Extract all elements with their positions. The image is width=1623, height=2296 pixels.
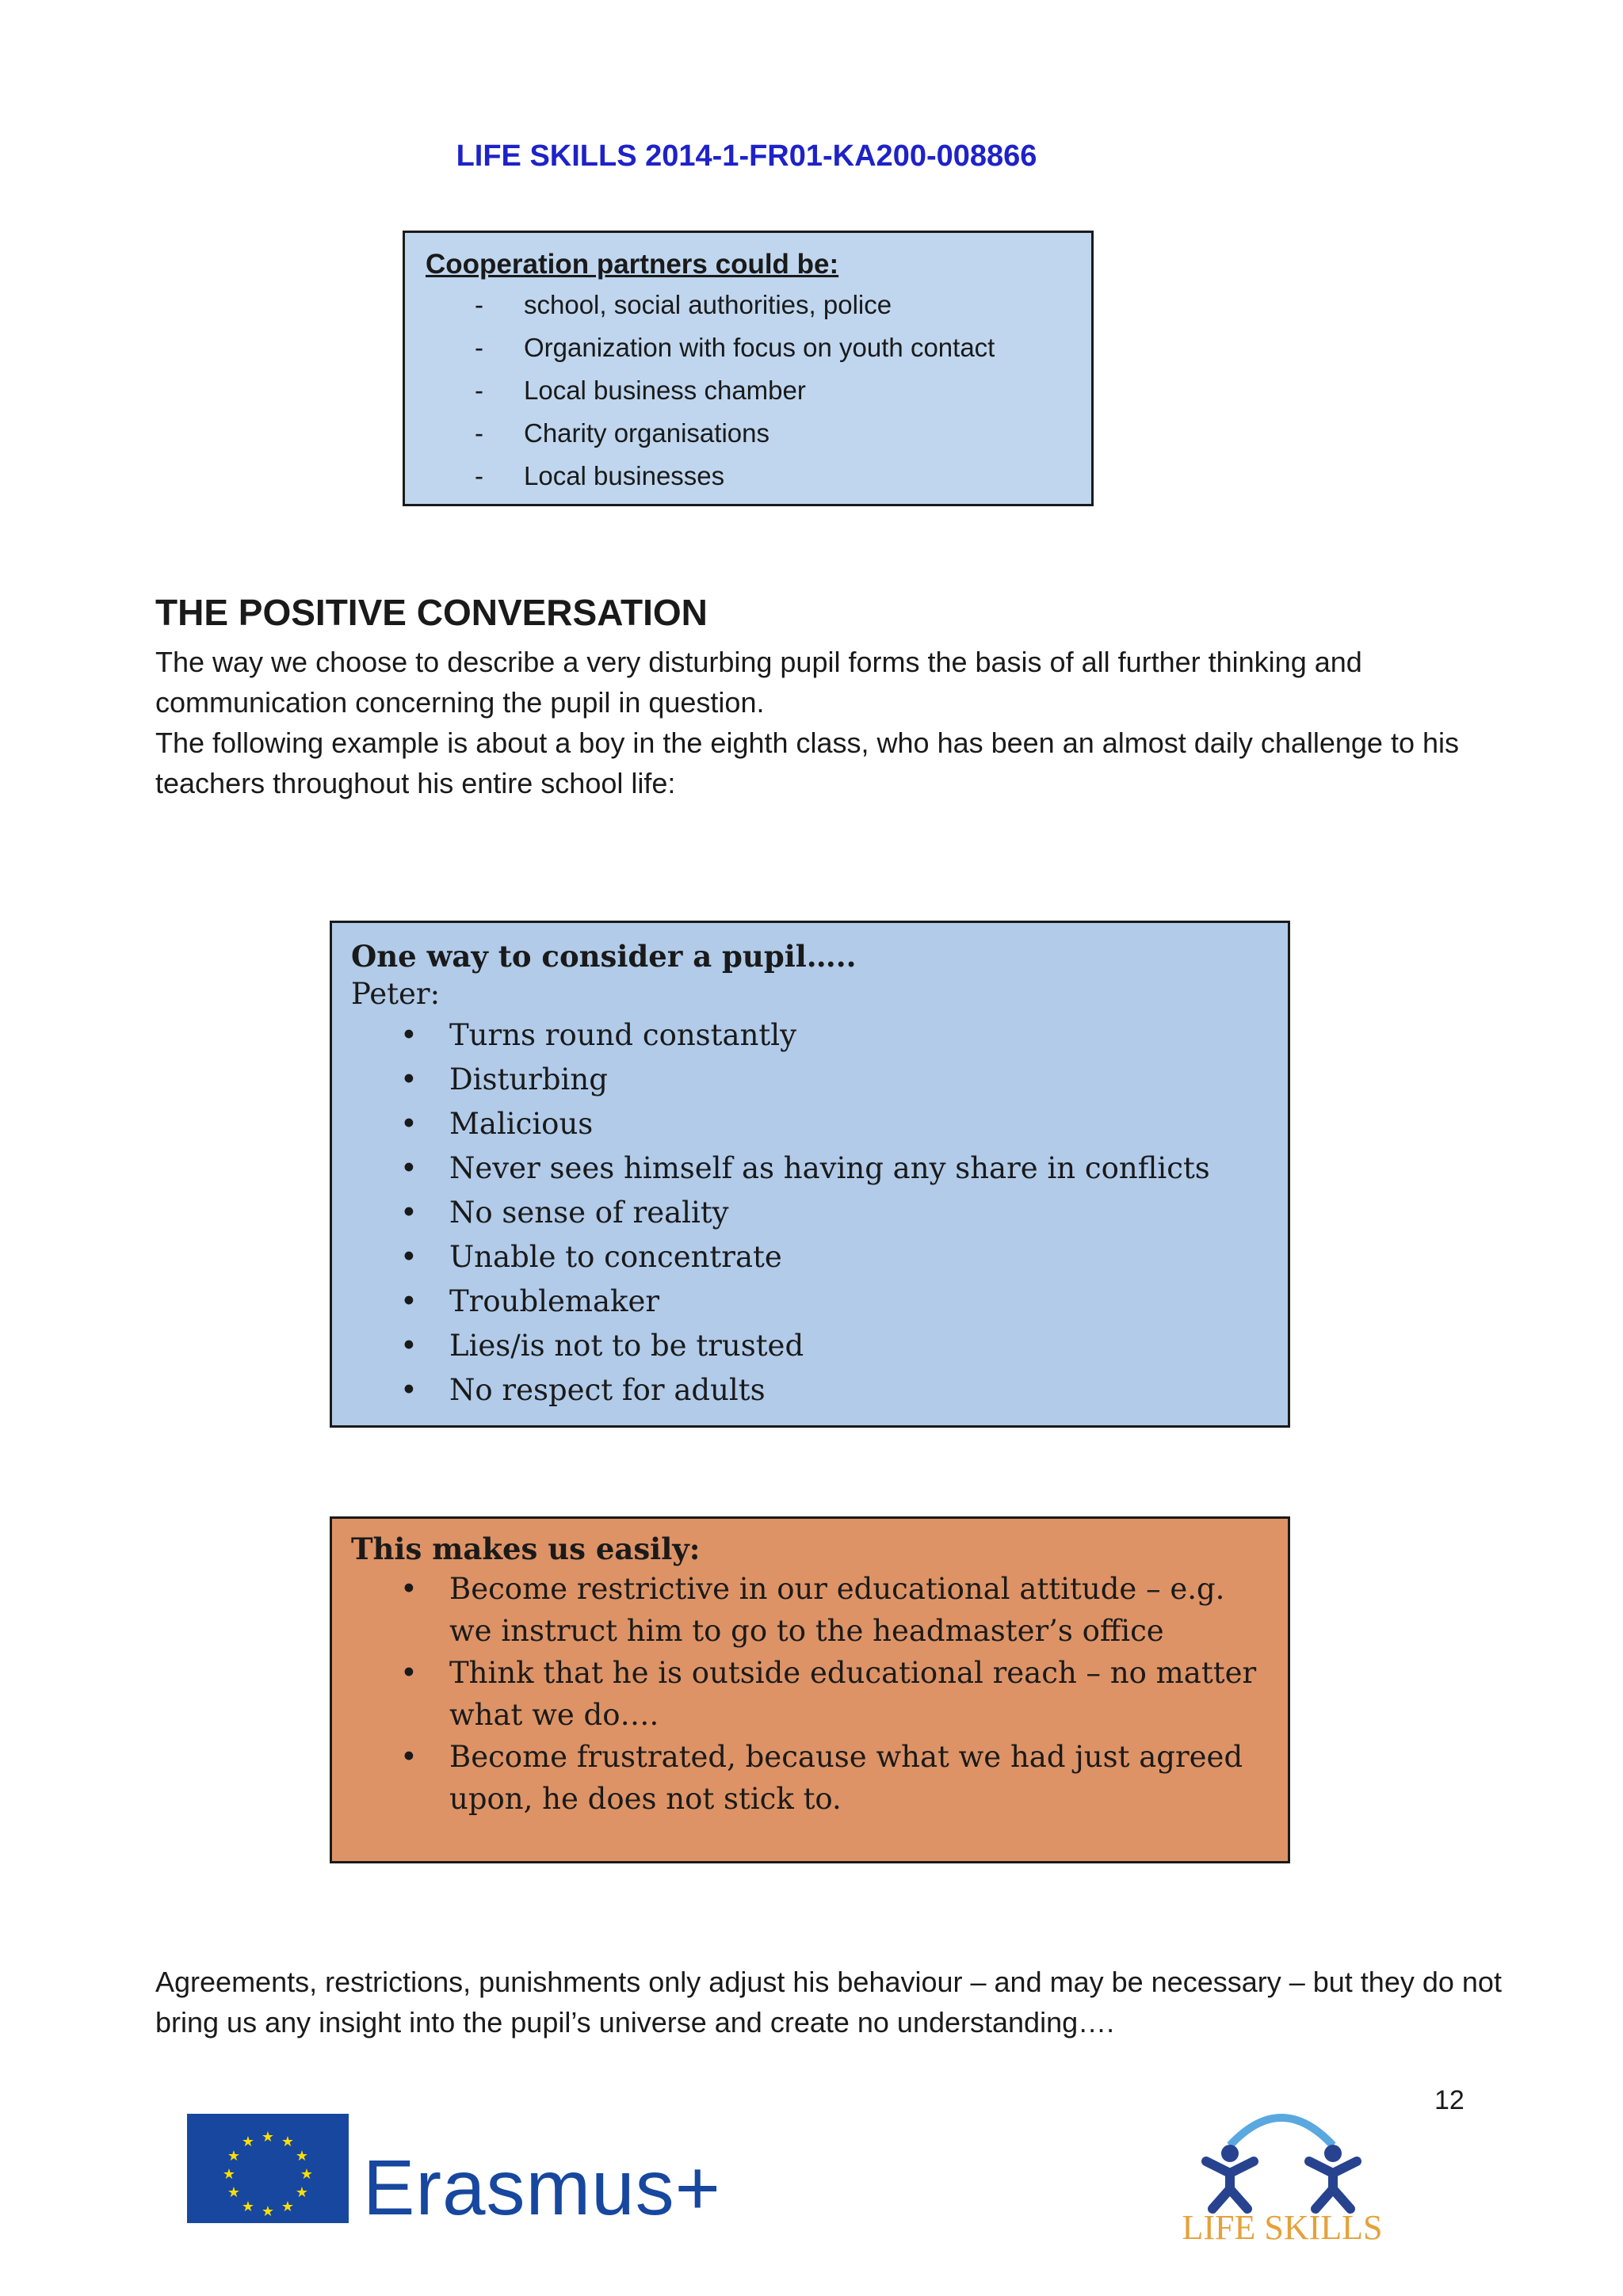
list-item: • Turns round constantly [351, 1013, 1269, 1058]
list-item: • Malicious [351, 1102, 1269, 1146]
list-item: - Charity organisations [426, 412, 1071, 455]
page-number: 12 [1434, 2085, 1465, 2115]
consequences-list [351, 1568, 1269, 1820]
list-item: • Troublemaker [351, 1280, 1269, 1324]
project-code-header: LIFE SKILLS 2014-1-FR01-KA200-008866 [456, 139, 1037, 173]
bullet-icon: • [400, 1373, 418, 1407]
section-heading: THE POSITIVE CONVERSATION [155, 592, 708, 633]
svg-text:★: ★ [295, 2184, 309, 2201]
life-skills-logo-text: LIFE SKILLS [1182, 2208, 1383, 2247]
bullet-icon: • [400, 1018, 418, 1052]
svg-text:★: ★ [222, 2166, 236, 2183]
cooperation-partners-box [403, 231, 1094, 506]
list-item: - Local business chamber [426, 369, 1071, 412]
svg-text:★: ★ [261, 2203, 275, 2220]
bullet-icon: • [400, 1740, 418, 1774]
bullet-icon: • [400, 1196, 418, 1230]
pupil-traits-list [351, 1013, 1269, 1413]
list-item: • No respect for adults [351, 1368, 1269, 1413]
dash-bullet-icon: - [475, 333, 483, 362]
list-item: - Local businesses [426, 455, 1071, 498]
list-item: • Become frustrated, because what we had just agreed upon, he does not stick to. [351, 1736, 1269, 1820]
pupil-name-label: Peter: [351, 977, 441, 1011]
list-item: • Never sees himself as having any share in conflicts [351, 1146, 1269, 1191]
list-item: - Organization with focus on youth contact [426, 326, 1071, 369]
list-item: • Become restrictive in our educational attitude – e.g. we instruct him to go to the headmaster’s office [351, 1568, 1269, 1652]
pupil-description-box [330, 921, 1290, 1428]
list-item: • No sense of reality [351, 1191, 1269, 1235]
cooperation-partners-list [426, 284, 1071, 498]
list-item: • Unable to concentrate [351, 1235, 1269, 1280]
svg-text:★: ★ [227, 2148, 241, 2164]
intro-paragraph: The way we choose to describe a very disturbing pupil forms the basis of all further thinking and communication concerning the pupil in question. [155, 646, 1362, 719]
bullet-icon: • [400, 1240, 418, 1274]
cooperation-partners-title: Cooperation partners could be: [426, 249, 839, 280]
svg-text:★: ★ [281, 2134, 295, 2150]
erasmus-plus-logo-text: Erasmus+ [363, 2144, 721, 2231]
eu-flag-stars [187, 2114, 349, 2223]
pupil-box-title: One way to consider a pupil….. [351, 939, 857, 974]
svg-text:★: ★ [295, 2148, 309, 2164]
svg-text:★: ★ [300, 2166, 314, 2183]
bullet-icon: • [400, 1284, 418, 1318]
list-item: • Disturbing [351, 1058, 1269, 1102]
dash-bullet-icon: - [475, 418, 483, 448]
bullet-icon: • [400, 1656, 418, 1690]
closing-paragraph: Agreements, restrictions, punishments only adjust his behaviour – and may be necessary – but they do not bring us any insight into the pupil’s universe and create no understanding…. [155, 1966, 1502, 2039]
consequences-box [330, 1516, 1290, 1863]
eu-flag-icon [187, 2114, 349, 2223]
svg-text:★: ★ [241, 2199, 255, 2215]
svg-text:★: ★ [227, 2184, 241, 2201]
dash-bullet-icon: - [475, 290, 483, 319]
consequences-box-title: This makes us easily: [351, 1531, 701, 1566]
list-item: • Think that he is outside educational reach – no matter what we do…. [351, 1652, 1269, 1736]
svg-text:★: ★ [261, 2129, 275, 2145]
list-item: • Lies/is not to be trusted [351, 1324, 1269, 1368]
bullet-icon: • [400, 1329, 418, 1363]
bullet-icon: • [400, 1151, 418, 1185]
bullet-icon: • [400, 1107, 418, 1141]
svg-text:★: ★ [281, 2199, 295, 2215]
list-item: - school, social authorities, police [426, 284, 1071, 326]
dash-bullet-icon: - [475, 376, 483, 405]
example-paragraph: The following example is about a boy in the eighth class, who has been an almost daily challenge to his teachers throughout his entire school life: [155, 727, 1459, 799]
svg-text:★: ★ [241, 2134, 255, 2150]
bullet-icon: • [400, 1572, 418, 1606]
bullet-icon: • [400, 1062, 418, 1097]
dash-bullet-icon: - [475, 461, 483, 490]
